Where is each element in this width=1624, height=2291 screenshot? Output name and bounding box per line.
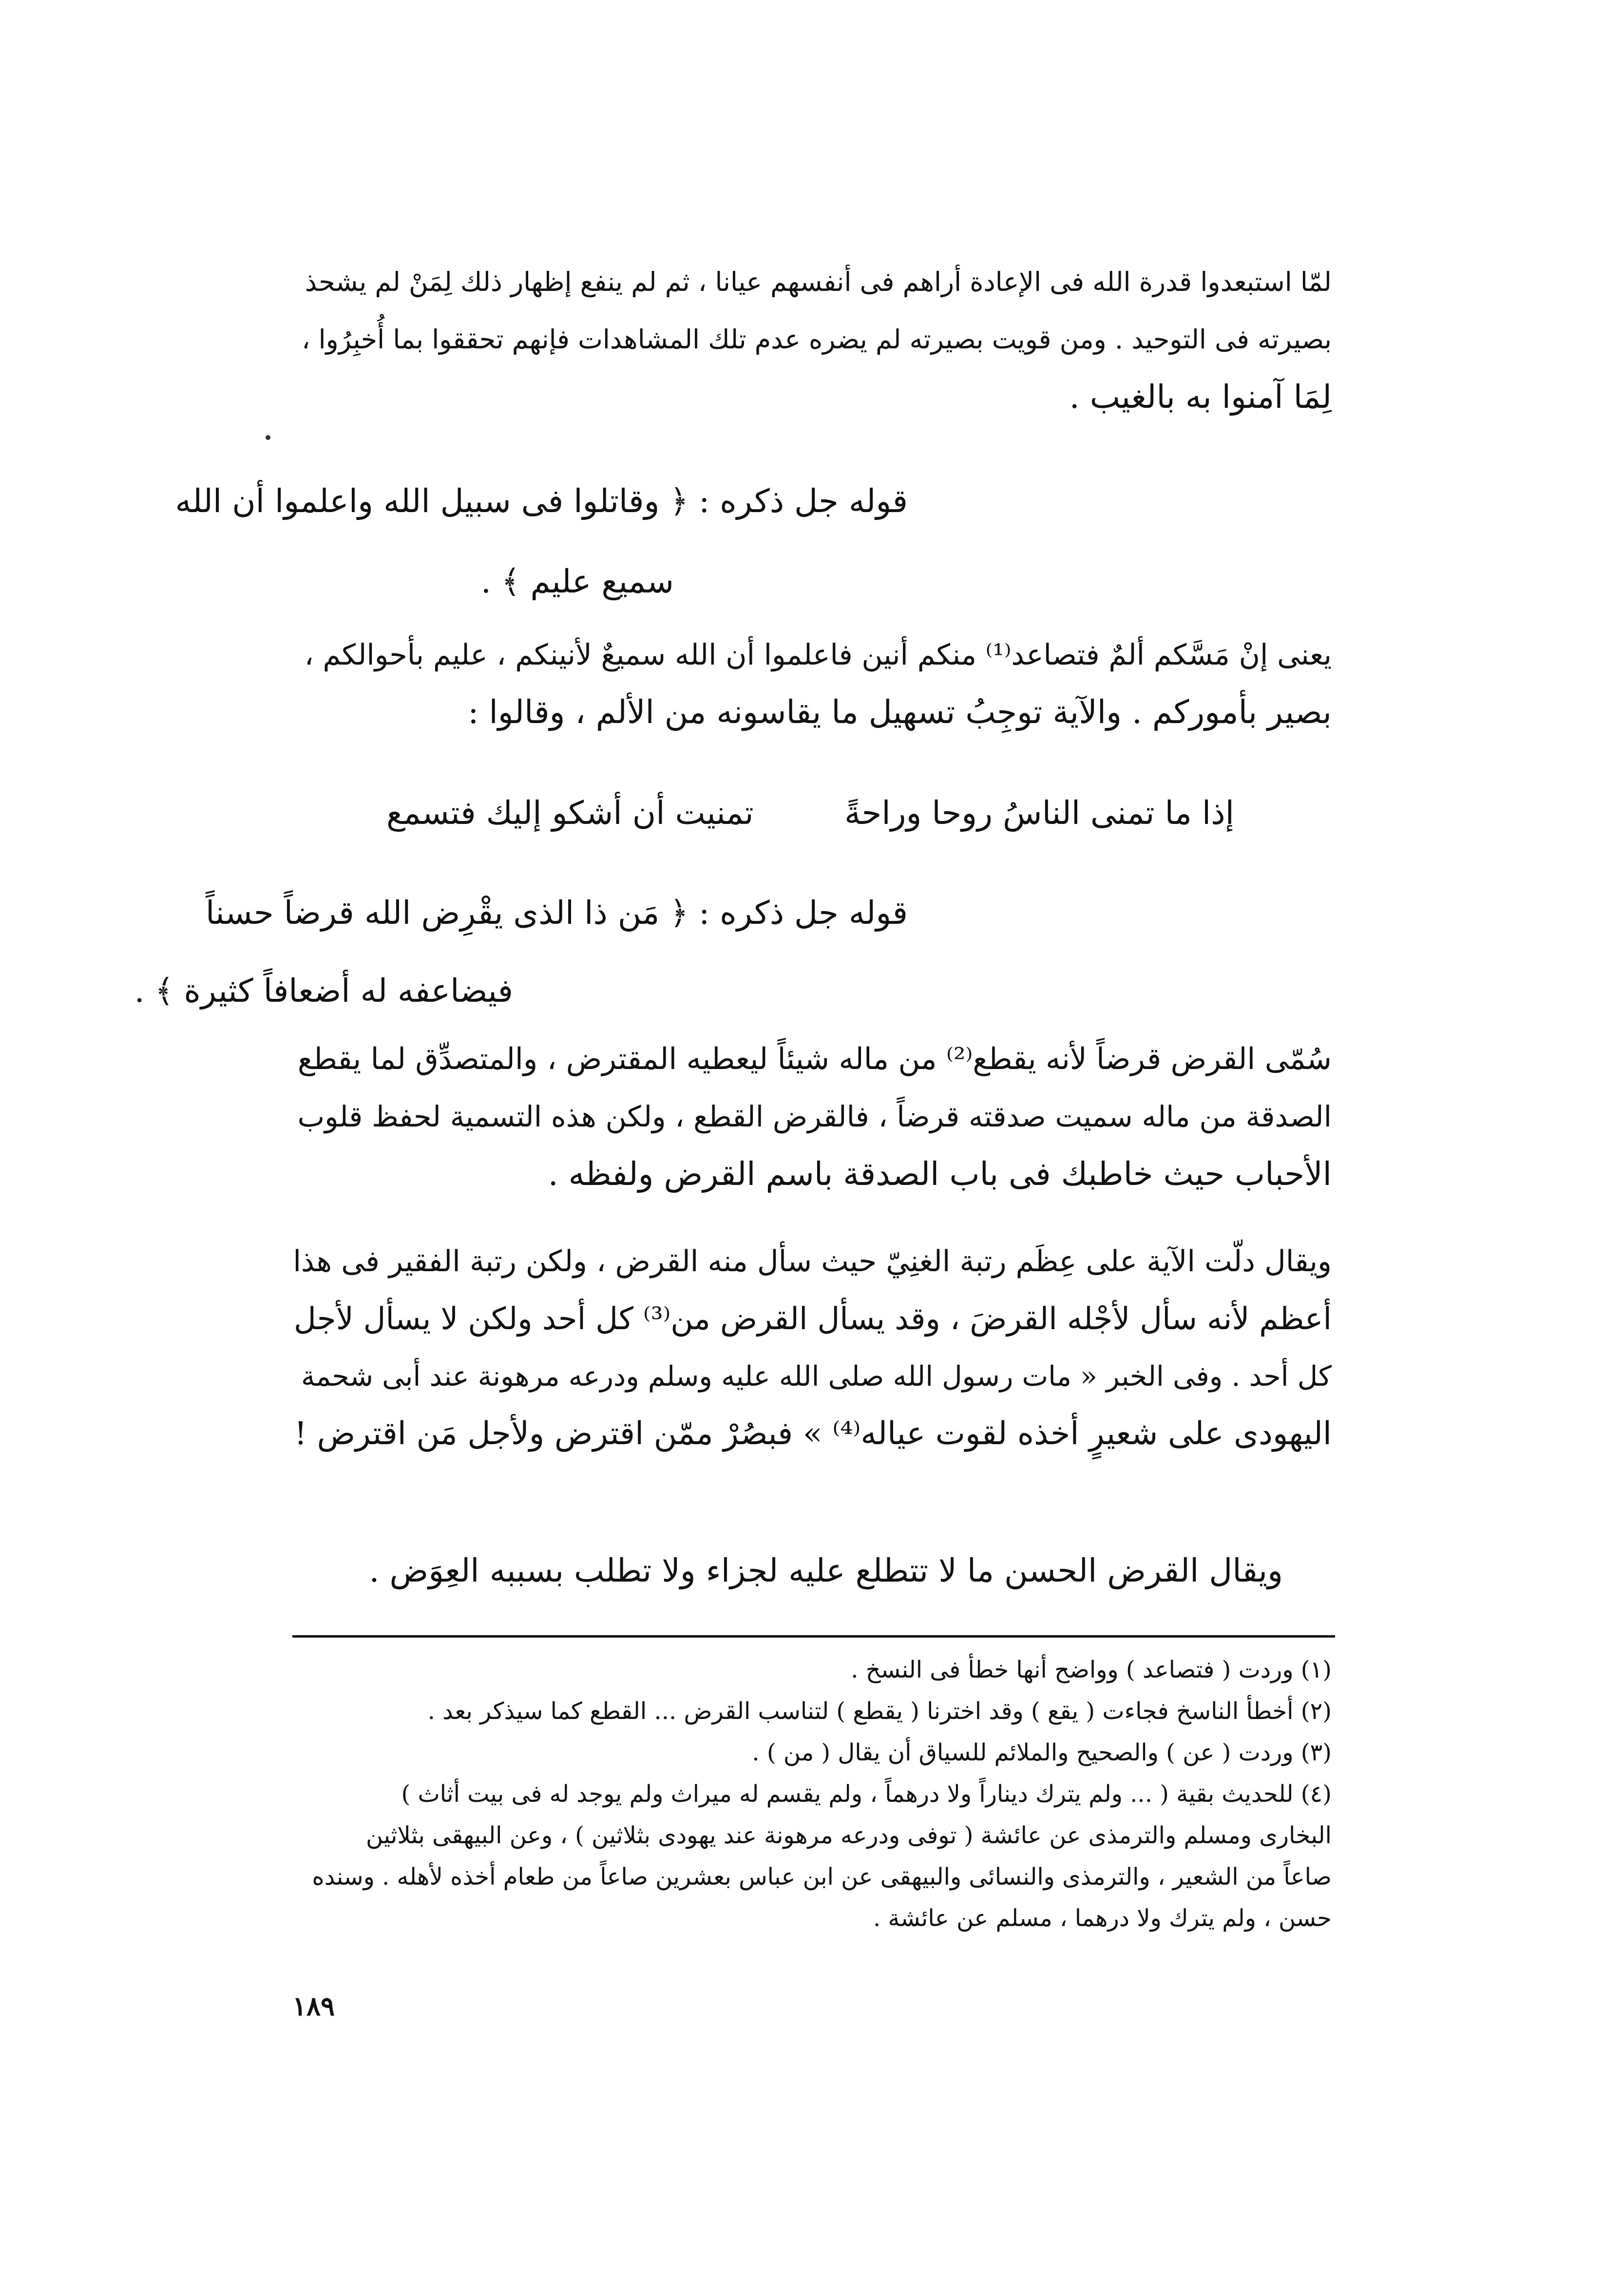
paragraph-4	[289, 1233, 1332, 1463]
paragraph-line: ويقال دلّت الآية على عِظَم رتبة الغنِيّ حيث سأل منه القرض ، ولكن رتبة الفقير فى هذا	[293, 1244, 1332, 1279]
footnotes	[289, 1649, 1332, 1939]
poem-verse	[386, 794, 1234, 832]
paragraph-line: بصير بأموركم . والآية توجِبُ تسهيل ما يقاسونه من الألم ، وقالوا :	[468, 693, 1332, 731]
footnote-line: البخارى ومسلم والترمذى عن عائشة ( توفى ودرعه مرهونة عند يهودى بثلاثين ) ، وعن البيهقى بثلاثين	[366, 1822, 1332, 1849]
footnote-line: (١) وردت ( فتصاعد ) وواضح أنها خطأ فى النسخ .	[851, 1656, 1332, 1683]
footnote-line: (٣) وردت ( عن ) والصحيح والملائم للسياق أن يقال ( من ) .	[752, 1739, 1332, 1766]
paragraph-line: يعنى إنْ مَسَّكم ألمٌ فتصاعد⁽¹⁾ منكم أنين فاعلموا أن الله سميعٌ لأنينكم ، عليم بأحوالكم ،	[304, 638, 1332, 671]
paragraph-line: أعظم لأنه سأل لأجْله القرضَ ، وقد يسأل القرض من⁽³⁾ كل أحد ولكن لا يسأل لأجل	[294, 1301, 1332, 1336]
verse-1-intro: قوله جل ذكره : ﴿ وقاتلوا فى سبيل الله واعلموا أن الله	[175, 482, 908, 520]
paragraph-line: بصيرته فى التوحيد . ومن قويت بصيرته لم يضره عدم تلك المشاهدات فإنهم تحققوا بما أُخبِرُوا ،	[302, 324, 1332, 355]
footnote-line: صاعاً من الشعير ، والترمذى والنسائى والبيهقى عن ابن عباس بعشرين صاعاً من طعام أخذه لأهله . وسنده	[312, 1863, 1332, 1890]
verse-1-continuation: سميع عليم ﴾ .	[480, 563, 674, 600]
page-number: ١٨٩	[292, 1990, 335, 2022]
paragraph-3	[289, 1031, 1332, 1203]
paragraph-line: كل أحد . وفى الخبر « مات رسول الله صلى الله عليه وسلم ودرعه مرهونة عند أبى شحمة	[301, 1360, 1332, 1393]
paragraph-line: لِمَا آمنوا به بالغيب .	[1069, 378, 1332, 416]
poem-second-hemistich: تمنيت أن أشكو إليك فتسمع	[386, 794, 754, 832]
paragraph-line: اليهودى على شعيرٍ أخذه لقوت عياله⁽⁴⁾ » فبصُرْ ممّن اقترض ولأجل مَن اقترض !	[294, 1415, 1332, 1452]
stray-mark	[266, 435, 270, 440]
poem-first-hemistich: إذا ما تمنى الناسُ روحا وراحةً	[844, 794, 1234, 832]
footnote-separator	[292, 1635, 1335, 1638]
footnote-line: (٤) للحديث بقية ( ... ولم يترك ديناراً ولا درهماً ، ولم يقسم له ميراث ولم يوجد له فى بيت أثاث )	[401, 1780, 1332, 1808]
verse-2-continuation: فيضاعفه له أضعافاً كثيرة ﴾ .	[134, 972, 513, 1010]
paragraph-line: الصدقة من ماله سميت صدقته قرضاً ، فالقرض القطع ، ولكن هذه التسمية لحفظ قلوب	[297, 1100, 1332, 1133]
verse-2-intro: قوله جل ذكره : ﴿ مَن ذا الذى يقْرِض الله قرضاً حسناً	[206, 894, 908, 932]
paragraph-1	[289, 253, 1332, 426]
paragraph-line: لمّا استبعدوا قدرة الله فى الإعادة أراهم فى أنفسهم عيانا ، ثم لم ينفع إظهار ذلك لِمَنْ لم يشحذ	[305, 267, 1332, 297]
paragraph-5	[240, 1542, 1283, 1600]
footnote-line: (٢) أخطأ الناسخ فجاءت ( يقع ) وقد اخترنا ( يقطع ) لتناسب القرض ... القطع كما سيذكر بعد .	[427, 1698, 1332, 1725]
paragraph-2	[289, 626, 1332, 741]
paragraph-line: الأحباب حيث خاطبك فى باب الصدقة باسم القرض ولفظه .	[548, 1155, 1332, 1193]
paragraph-line: سُمّى القرض قرضاً لأنه يقطع⁽²⁾ من ماله شيئاً ليعطيه المقترض ، والمتصدِّق لما يقطع	[297, 1042, 1332, 1076]
paragraph-line: ويقال القرض الحسن ما لا تتطلع عليه لجزاء ولا تطلب بسببه العِوَض .	[369, 1552, 1283, 1589]
footnote-line: حسن ، ولم يترك ولا درهما ، مسلم عن عائشة .	[873, 1905, 1332, 1932]
